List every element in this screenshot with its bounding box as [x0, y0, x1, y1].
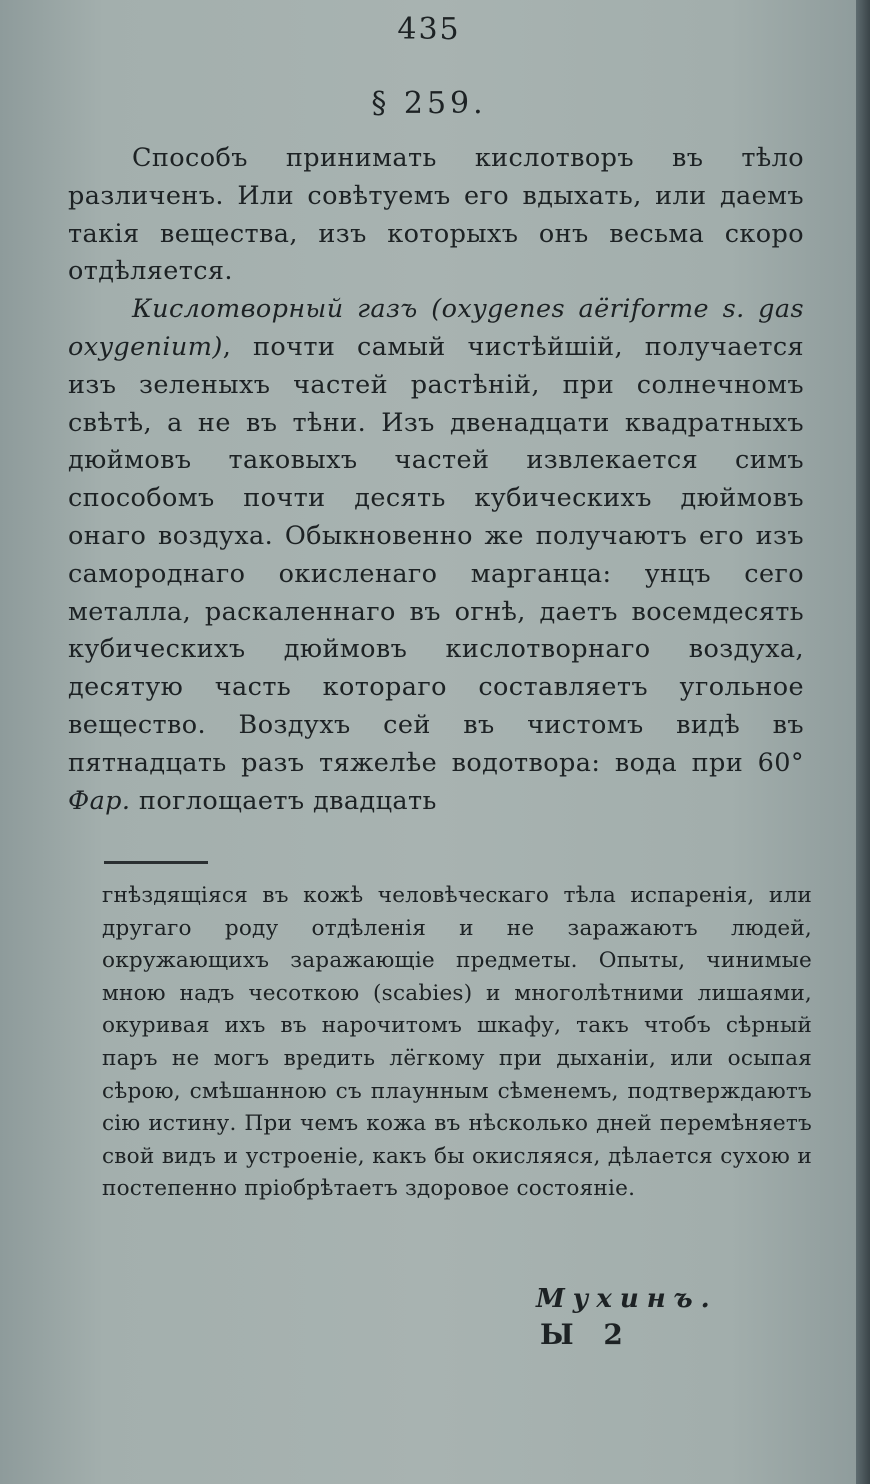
- paragraph-2: [68, 291, 804, 820]
- author-signature: Мухинъ.: [536, 1284, 718, 1314]
- main-text: [68, 140, 804, 820]
- footnote-divider: [104, 861, 208, 864]
- page-number: 435: [397, 12, 461, 47]
- section-heading: § 259.: [371, 86, 487, 121]
- book-edge: [856, 0, 870, 1484]
- signature-mark: Ы 2: [540, 1318, 633, 1351]
- paragraph-2-end: поглощаетъ двадцать: [138, 785, 437, 816]
- paragraph-2-lead: Кислотворный газъ (oxygenes aëriforme s. gas oxygenium): [68, 294, 804, 362]
- fahrenheit-abbrev: Фар.: [68, 785, 131, 816]
- paragraph-1: Способъ принимать кислотворъ въ тѣло различенъ. Или совѣтуемъ его вдыхать, или даемъ такія вещества, изъ которыхъ онъ весьма скоро отдѣляется.: [68, 143, 804, 287]
- footnote: гнѣздящіяся въ кожѣ человѣческаго тѣла испаренія, или другаго роду отдѣленія и не заражаютъ людей, окружающихъ заражающіе предметы. Опыты, чинимые мною надъ чесоткою (scabies) и многолѣтними лишаями, окуривая ихъ въ нарочитомъ шкафу, такъ чтобъ сѣрный паръ не могъ вредить лёгкому при дыханіи, или осыпая сѣрою, смѣшанною съ плаунным сѣменемъ, подтверждаютъ сію истину. При чемъ кожа въ нѣсколько дней перемѣняетъ свой видъ и устроеніе, какъ бы окисляяся, дѣлается сухою и постепенно пріобрѣтаетъ здоровое состояніе.: [102, 883, 812, 1202]
- paragraph-2-rest: , почти самый чистѣйшій, получается изъ зеленыхъ частей растѣній, при солнечномъ свѣтѣ, а не въ тѣни. Изъ двенадцати квадратныхъ дюймовъ таковыхъ частей извлекается симъ способомъ почти десять кубическихъ дюймовъ онаго воздуха. Обыкновенно же получаютъ его изъ самороднаго окисленаго марганца: унцъ сего металла, раскаленнаго въ огнѣ, даетъ восемдесять кубическихъ дюймовъ кислотворнаго воздуха, десятую часть котораго составляетъ угольное вещество. Воздухъ сей въ чистомъ видѣ въ пятнадцать разъ тяжелѣе водотвора: вода при 60°: [68, 331, 804, 778]
